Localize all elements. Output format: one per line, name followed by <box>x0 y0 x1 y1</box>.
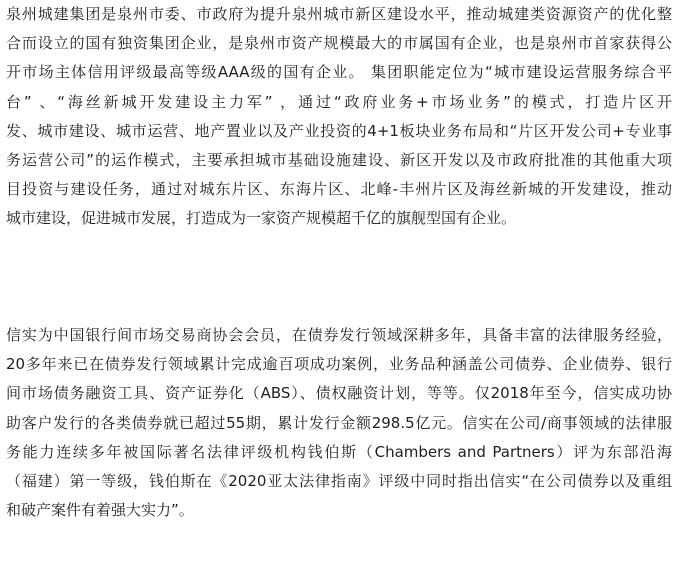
text-line: 城市建设，促进城市发展，打造成为一家资产规模超千亿的旗舰型国有企业。 <box>6 209 517 228</box>
text-line: 信实为中国银行间市场交易商协会会员，在债券发行领域深耕多年，具备丰富的法律服务经验， <box>6 326 672 344</box>
text-line: 20多年来已在债券发行领域累计完成逾百项成功案例，业务品种涵盖公司债券、企业债券、银行 <box>6 355 672 374</box>
text-line: （福建）第一等级，钱伯斯在《2020亚太法律指南》评级中同时指出信实“在公司债券以及重组 <box>6 472 672 491</box>
paragraph-company-profile <box>6 0 672 234</box>
text-line: 台” 、“海丝新城开发建设主力军” ，通过“政府业务+市场业务”的模式，打造片区开 <box>6 92 672 111</box>
text-line: 发、城市建设、城市运营、地产置业以及产业投资的4+1板块业务布局和“片区开发公司+专业事 <box>6 121 672 140</box>
text-line: 助客户发行的各类债券就已超过55期，累计发行金额298.5亿元。信实在公司/商事领域的法律服 <box>6 413 672 432</box>
text-line: 目投资与建设任务，通过对城东片区、东海片区、北峰-丰州片区及海丝新城的开发建设，推动 <box>6 180 672 199</box>
text-line: 务能力连续多年被国际著名法律评级机构钱伯斯（Chambers and Partners）评为东部沿海 <box>6 442 672 461</box>
text-line: 间市场债务融资工具、资产证券化（ABS）、债权融资计划，等等。仅2018年至今，信实成功协 <box>6 384 672 403</box>
paragraph-law-firm-profile <box>6 321 672 525</box>
text-line: 和破产案件有着强大实力”。 <box>6 501 194 520</box>
text-line: 开市场主体信用评级最高等级AAA级的国有企业。 集团职能定位为“城市建设运营服务综合平 <box>6 63 672 82</box>
text-line: 合而设立的国有独资集团企业，是泉州市资产规模最大的市属国有企业，也是泉州市首家获得公 <box>6 34 672 53</box>
text-line: 泉州城建集团是泉州市委、市政府为提升泉州城市新区建设水平，推动城建类资源资产的优化整 <box>6 5 672 23</box>
text-line: 务运营公司”的运作模式，主要承担城市基础设施建设、新区开发以及市政府批准的其他重大项 <box>6 151 672 170</box>
